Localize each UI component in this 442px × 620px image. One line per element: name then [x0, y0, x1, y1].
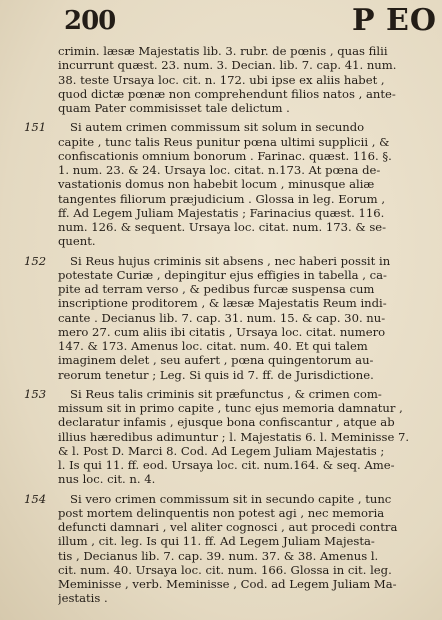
text-line: tangentes filiorum præjudicium . Glossa in leg. Eorum , [58, 191, 386, 206]
text-line: pite ad terram verso , & pedibus furcæ suspensa cum [58, 282, 375, 296]
text-line: 38. teste Ursaya loc. cit. n. 172. ubi ipse ex aliis habet , [58, 72, 385, 87]
text-line: defuncti damnari , vel aliter cognosci , aut procedi contra [58, 520, 398, 534]
text-line: mero 27. cum aliis ibi citatis , Ursaya loc. citat. numero [58, 324, 386, 339]
text-line: confiscationis omnium bonorum . Farinac. quæst. 116. §. [58, 148, 392, 163]
header-initial-letter: P [352, 3, 375, 38]
text-line: quent. [58, 234, 96, 249]
paragraph-number: 154 [24, 491, 47, 506]
text-line: reorum tenetur ; Leg. Si quis id 7. ff. de Jurisdictione. [58, 367, 374, 382]
text-line: illius hæredibus adimuntur ; l. Majestatis 6. l. Meminisse 7. [58, 429, 410, 444]
text-line: 147. & 173. Amenus loc. citat. num. 40. Et qui talem [58, 339, 368, 353]
text-line: ff. Ad Legem Juliam Majestatis ; Farinacius quæst. 116. [58, 205, 385, 220]
text-line: l. Is qui 11. ff. eod. Ursaya loc. cit. num.164. & seq. Ame- [58, 458, 395, 472]
text-line: crimin. læsæ Majestatis lib. 3. rubr. de pœnis , quas filii [58, 44, 388, 58]
text-line: jestatis . [58, 591, 108, 606]
text-line: declaratur infamis , ejusque bona confiscantur , atque ab [58, 415, 395, 430]
text-line: Si autem crimen commissum sit solum in secundo [70, 120, 365, 135]
paragraph-153 [24, 386, 430, 487]
text-line: tis , Decianus lib. 7. cap. 39. num. 37. & 38. Amenus l. [58, 548, 379, 563]
text-line: quod dictæ pœnæ non comprehendunt filios natos , ante- [58, 86, 396, 101]
text-line: num. 126. & sequent. Ursaya loc. citat. num. 173. & se- [58, 220, 387, 234]
text-line: cante . Decianus lib. 7. cap. 31. num. 15. & cap. 30. nu- [58, 310, 386, 325]
text-line: Si Reus hujus criminis sit absens , nec haberi possit in [70, 253, 391, 268]
body-text [24, 44, 430, 606]
text-line: Si Reus talis criminis sit præfunctus , & crimen com- [70, 386, 382, 401]
running-header [0, 0, 442, 44]
text-line: inscriptione proditorem , & læsæ Majestatis Reum indi- [58, 296, 387, 311]
paragraph-152 [24, 253, 430, 382]
text-line: illum , cit. leg. Is qui 11. ff. Ad Legem Juliam Majesta- [58, 534, 375, 549]
paragraph-151 [24, 120, 430, 249]
text-line: incurrunt quæst. 23. num. 3. Decian. lib. 7. cap. 41. num. [58, 58, 397, 73]
paragraph-154 [24, 491, 430, 606]
text-line: 1. num. 23. & 24. Ursaya loc. citat. n.173. At pœna de- [58, 163, 381, 177]
text-line: capite , tunc talis Reus punitur pœna ultimi supplicii , & [58, 134, 390, 149]
paragraph-number: 151 [24, 120, 47, 135]
paragraph [58, 44, 430, 115]
text-line: vastationis domus non habebit locum , minusque aliæ [58, 177, 375, 192]
text-line: nus loc. cit. n. 4. [58, 472, 156, 487]
text-line: Meminisse , verb. Meminisse , Cod. ad Legem Juliam Ma- [58, 577, 397, 591]
paragraph-number: 153 [24, 386, 47, 401]
page-number: 200 [64, 6, 116, 36]
text-line: imaginem delet , seu aufert , pœna quingentorum au- [58, 353, 374, 368]
text-line: cit. num. 40. Ursaya loc. cit. num. 166. Glossa in cit. leg. [58, 562, 392, 577]
text-line: potestate Curiæ , depingitur ejus effigies in tabella , ca- [58, 267, 387, 282]
text-line: post mortem delinquentis non potest agi , nec memoria [58, 505, 385, 520]
text-line: missum sit in primo capite , tunc ejus memoria damnatur , [58, 401, 403, 415]
header-catchword: EO [386, 3, 437, 38]
text-line: & l. Post D. Marci 8. Cod. Ad Legem Juliam Majestatis ; [58, 443, 385, 458]
text-line: quam Pater commisisset tale delictum . [58, 101, 290, 115]
paragraph-number: 152 [24, 253, 47, 268]
text-line: Si vero crimen commissum sit in secundo capite , tunc [70, 491, 392, 506]
